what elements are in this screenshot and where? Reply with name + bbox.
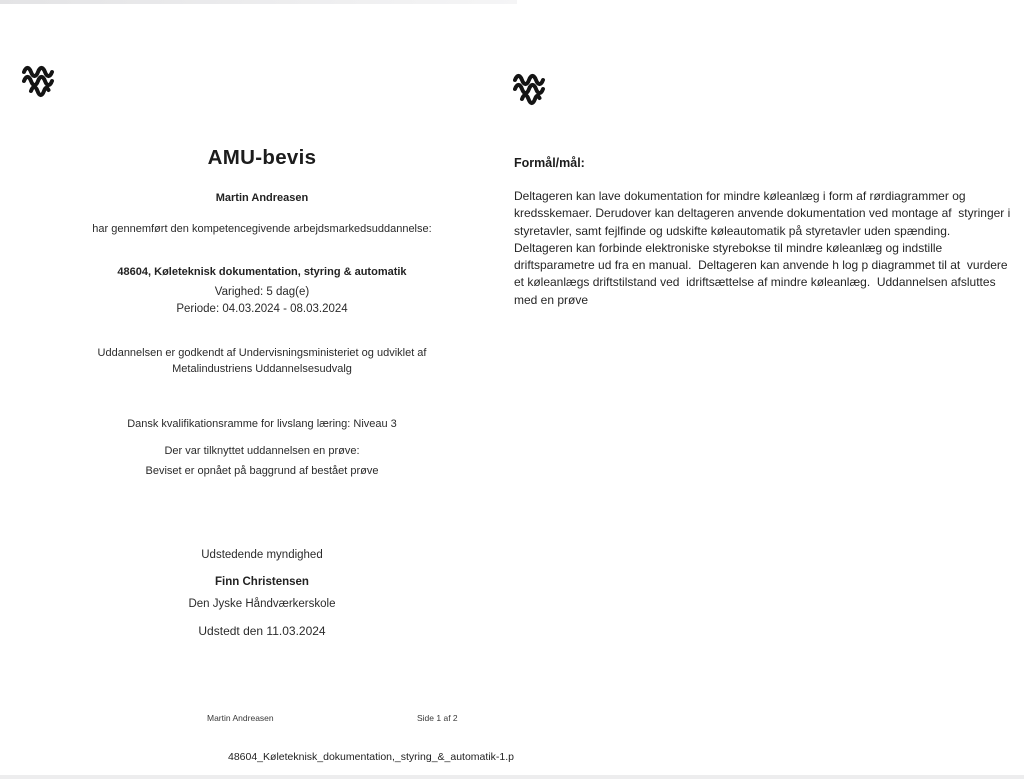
purpose-body-line: kredsskemaer. Derudover kan deltageren anvende dokumentation ved montage af styringer i (514, 206, 1011, 221)
purpose-body-line: Deltageren kan lave dokumentation for mindre køleanlæg i form af rørdiagrammer og (514, 189, 966, 203)
purpose-body-line: styretavler, samt fejlfinde og udskifte køleautomatik på styretavler uden spænding. (514, 223, 951, 238)
course-duration: Varighed: 5 dag(e) (214, 286, 310, 298)
footer-page-number: Side 1 af 2 (417, 713, 458, 723)
issuer-heading: Udstedende myndighed (201, 549, 323, 561)
purpose-body-text (514, 188, 1024, 309)
document-filename-caption: 48604_Køleteknisk_dokumentation,_styring_&_automatik-1.p (227, 751, 514, 763)
exam-statement: Der var tilknyttet uddannelsen en prøve: (164, 445, 360, 457)
approval-statement-line1: Uddannelsen er godkendt af Undervisningsministeriet og udviklet af (97, 347, 427, 359)
purpose-body-line: med en prøve (514, 292, 589, 307)
qualification-level: Dansk kvalifikationsramme for livslang læring: Niveau 3 (127, 418, 397, 430)
completion-statement: har gennemført den kompetencegivende arbejdsmarkedsuddannelse: (92, 223, 432, 235)
course-period: Periode: 04.03.2024 - 08.03.2024 (176, 303, 348, 315)
purpose-heading: Formål/mål: (514, 156, 585, 170)
certificate-title: AMU-bevis (207, 146, 317, 169)
footer-recipient-name: Martin Andreasen (207, 713, 274, 723)
recipient-name: Martin Andreasen (215, 192, 309, 204)
exam-result-statement: Beviset er opnået på baggrund af bestået prøve (145, 465, 379, 477)
purpose-body-line: driftsparametre ud fra en manual. Deltageren kan anvende h log p diagrammet til at vurdere (514, 258, 1008, 273)
issue-date: Udstedt den 11.03.2024 (198, 624, 326, 638)
page-top-edge (0, 0, 517, 4)
page-bottom-edge (0, 775, 1024, 779)
purpose-body-line: Deltageren kan forbinde elektroniske styrebokse til mindre køleanlæg og indstille (514, 240, 943, 255)
amu-waves-logo-icon (513, 70, 547, 110)
amu-waves-logo-icon (22, 62, 56, 102)
issuer-school: Den Jyske Håndværkerskole (188, 598, 336, 610)
approval-statement-line2: Metalindustriens Uddannelsesudvalg (172, 363, 352, 375)
purpose-body-line: et køleanlægs driftstilstand ved idriftsættelse af mindre køleanlæg. Uddannelsen afsluttes (514, 275, 996, 290)
course-title: 48604, Køleteknisk dokumentation, styring & automatik (117, 266, 407, 278)
issuer-name: Finn Christensen (215, 576, 309, 588)
